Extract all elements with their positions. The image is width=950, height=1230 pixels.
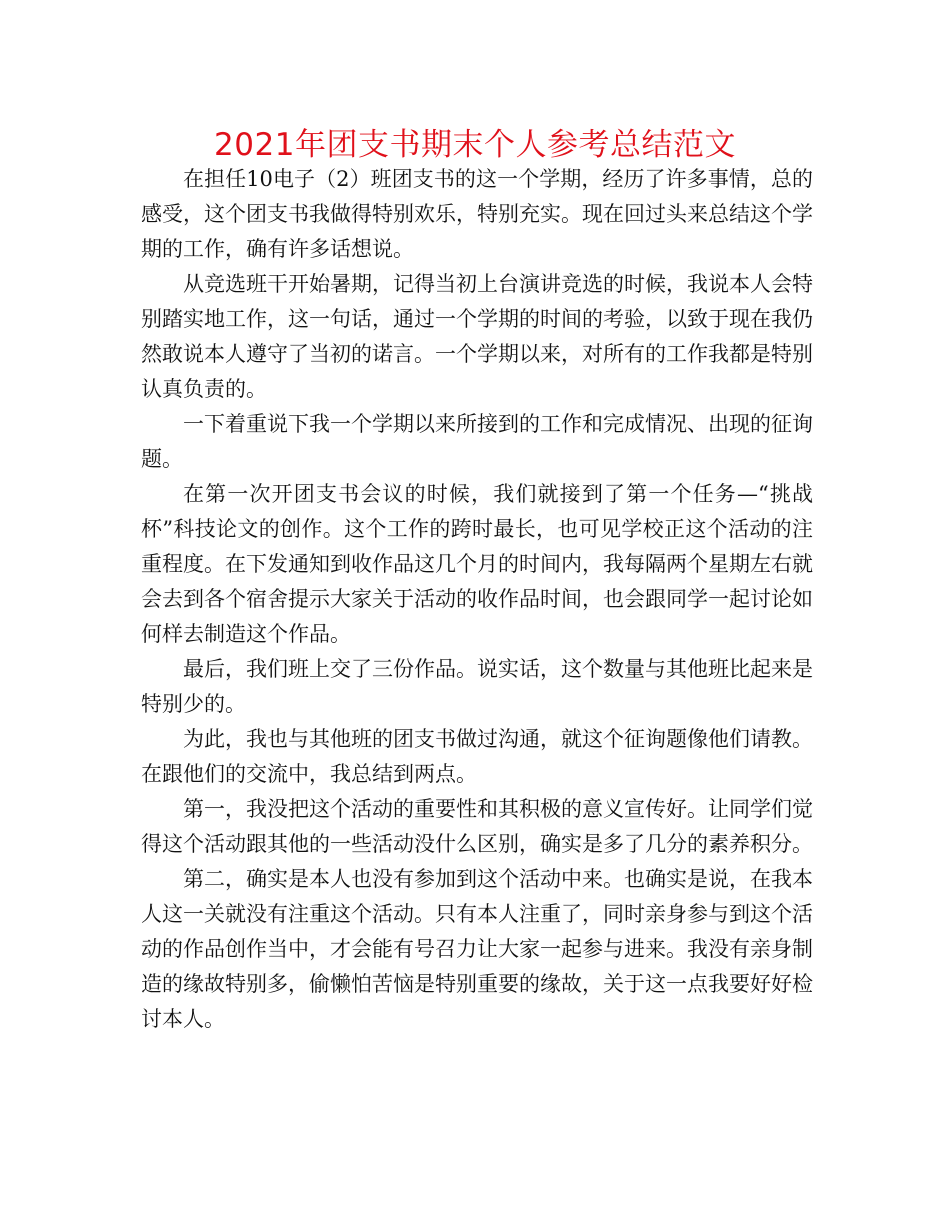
document-body <box>141 162 813 1037</box>
paragraph: 最后，我们班上交了三份作品。说实话，这个数量与其他班比起来是特别少的。 <box>141 657 813 716</box>
paragraph: 一下着重说下我一个学期以来所接到的工作和完成情况、出现的征询题。 <box>141 412 813 471</box>
paragraph: 为此，我也与其他班的团支书做过沟通，就这个征询题像他们请教。在跟他们的交流中，我总结到两点。 <box>141 727 813 786</box>
paragraph: 第一，我没把这个活动的重要性和其积极的意义宣传好。让同学们觉得这个活动跟其他的一些活动没什么区别，确实是多了几分的素养积分。 <box>141 797 813 856</box>
paragraph: 在第一次开团支书会议的时候，我们就接到了第一个任务—“挑战杯”科技论文的创作。这个工作的跨时最长，也可见学校正这个活动的注重程度。在下发通知到收作品这几个月的时间内，我每隔两个星期左右就会去到各个宿舍提示大家关于活动的收作品时间，也会跟同学一起讨论如何样去制造这个作品。 <box>141 482 813 646</box>
paragraph: 在担任10电子（2）班团支书的这一个学期，经历了许多事情，总的感受，这个团支书我做得特别欢乐，特别充实。现在回过头来总结这个学期的工作，确有许多话想说。 <box>141 167 813 261</box>
paragraph: 第二，确实是本人也没有参加到这个活动中来。也确实是说，在我本人这一关就没有注重这个活动。只有本人注重了，同时亲身参与到这个活动的作品创作当中，才会能有号召力让大家一起参与进来。我没有亲身制造的缘故特别多，偷懒怕苦恼是特别重要的缘故，关于这一点我要好好检讨本人。 <box>141 867 813 1031</box>
paragraph: 从竞选班干开始暑期，记得当初上台演讲竞选的时候，我说本人会特别踏实地工作，这一句话，通过一个学期的时间的考验，以致于现在我仍然敢说本人遵守了当初的诺言。一个学期以来，对所有的工作我都是特别认真负责的。 <box>141 272 813 401</box>
document-title: 2021年团支书期末个人参考总结范文 <box>214 127 736 163</box>
